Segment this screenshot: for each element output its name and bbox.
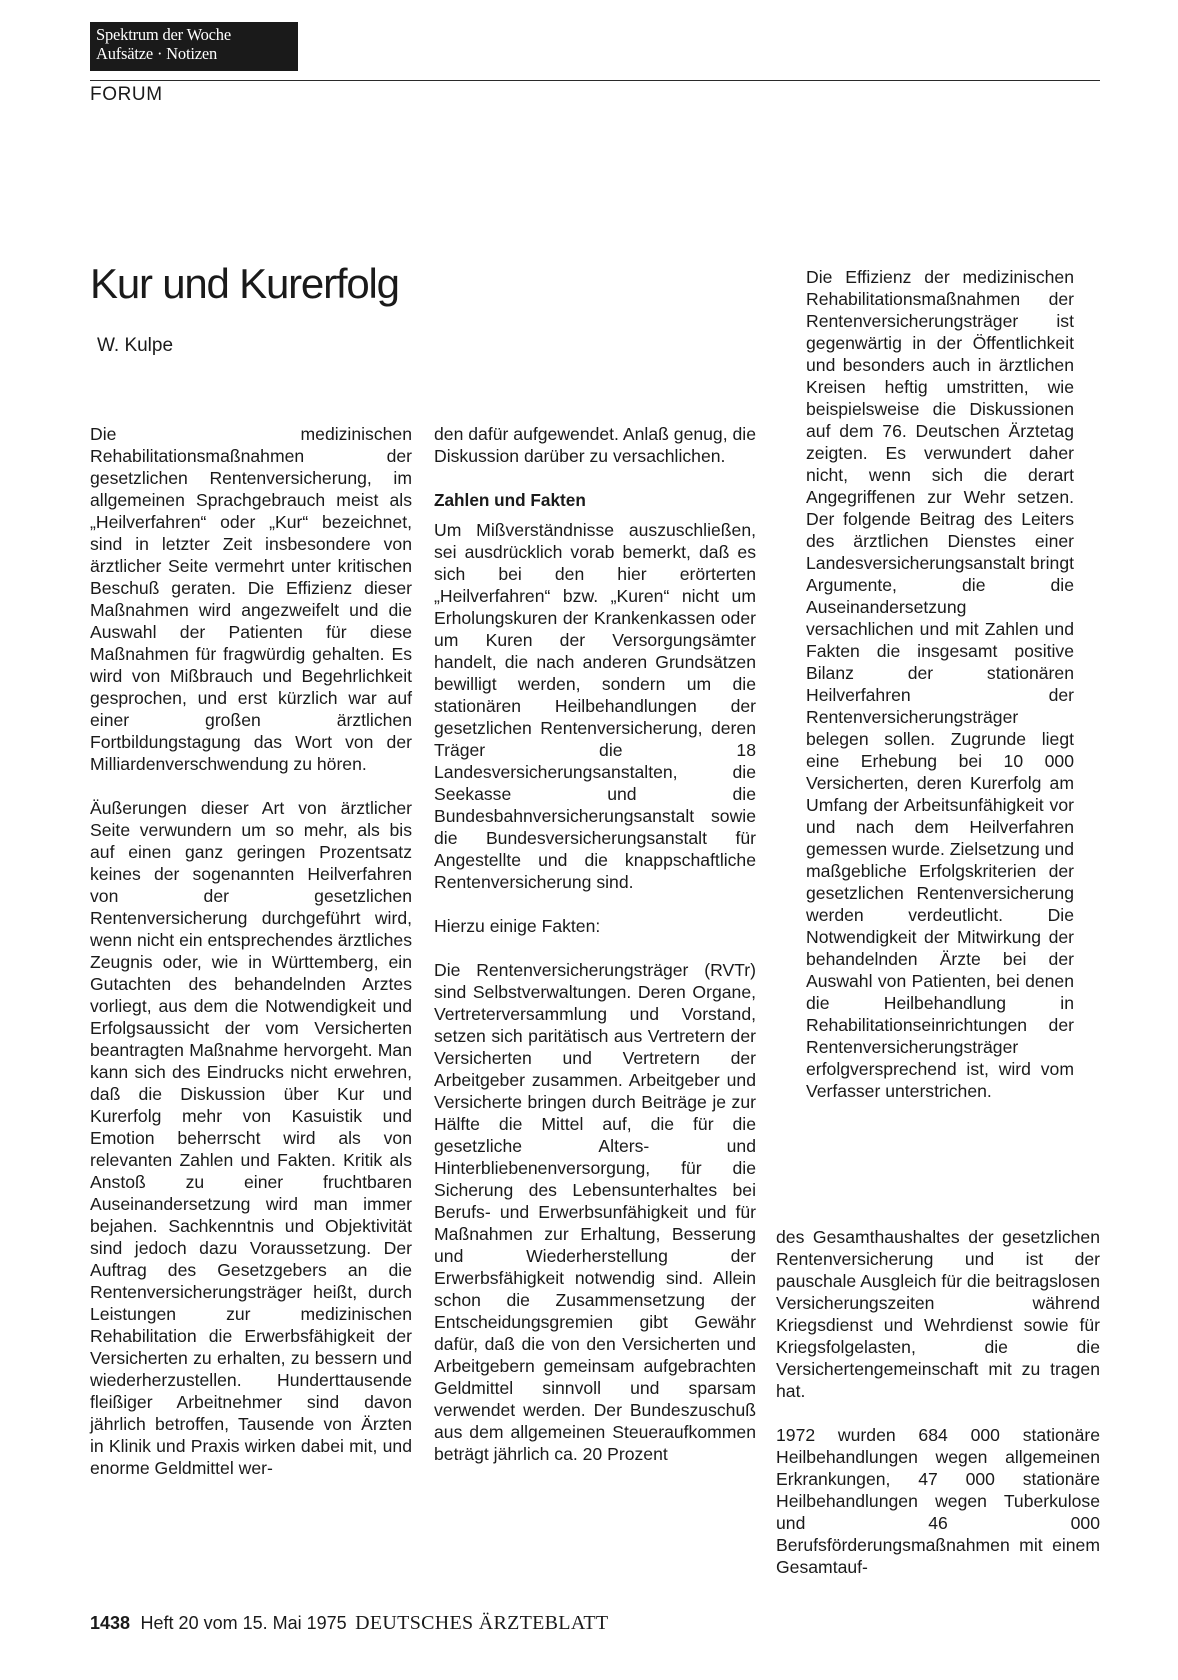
paragraph: des Gesamthaushaltes der gesetzlichen Rentenversicherung und ist der pauschale Ausgleich für die beitragslosen Versicherungszeiten während Kriegsdienst und Wehrdienst sowie für Kriegsfolgelasten, die die Versichertengemeinschaft mit zu tragen hat. [776, 1227, 1100, 1401]
column-3 [776, 1226, 1100, 1578]
paragraph: Hierzu einige Fakten: [434, 916, 601, 936]
masthead-line1: Spektrum der Woche [96, 25, 231, 44]
abstract [806, 266, 1074, 1102]
column-1 [90, 423, 412, 1479]
paragraph: Äußerungen dieser Art von ärztlicher Seite verwundern um so mehr, als bis auf einen ganz geringen Prozentsatz keines der sogenannten Heilverfahren von der gesetzlichen Rentenversicherung durchgeführt wird, wenn nicht ein entsprechendes ärztliches Zeugnis oder, wie in Württemberg, ein Gutachten des behandelnden Arztes vorliegt, aus dem die Notwendigkeit und Erfolgsaussicht der vom Versicherten beantragten Maßnahme hervorgeht. Man kann sich des Eindrucks nicht erwehren, daß die Diskussion über Kur und Kurerfolg mehr von Kasuistik und Emotion beherrscht wird als von relevanten Zahlen und Fakten. Kritik als Anstoß zu einer fruchtbaren Auseinandersetzung wird man immer bejahen. Sachkenntnis und Objektivität sind jedoch dazu Voraussetzung. Der Auftrag des Gesetzgebers an die Rentenversicherungsträger heißt, durch Leistungen zur medizinischen Rehabilitation die Erwerbsfähigkeit der Versicherten zu erhalten, zu bessern und wiederherzustellen. Hunderttausende fleißiger Arbeitnehmer sind davon jährlich betroffen, Tausende von Ärzten in Klinik und Praxis wirken dabei mit, und enorme Geldmittel wer- [90, 798, 412, 1478]
masthead-line2: Aufsätze · Notizen [96, 44, 218, 63]
paragraph: den dafür aufgewendet. Anlaß genug, die Diskussion darüber zu versachlichen. [434, 424, 756, 466]
header-rule [90, 80, 1100, 81]
paragraph: Die medizinischen Rehabilitationsmaßnahmen der gesetzlichen Rentenversicherung, im allgemeinen Sprachgebrauch meist als „Heilverfahren“ oder „Kur“ bezeichnet, sind in letzter Zeit insbesondere von ärztlicher Seite vermehrt unter kritischen Beschuß geraten. Die Effizienz dieser Maßnahmen wird angezweifelt und die Auswahl der Patienten für diese Maßnahmen für fragwürdig gehalten. Es wird von Mißbrauch und Begehrlichkeit gesprochen, und erst kürzlich war auf einer großen ärztlichen Fortbildungstagung das Wort von der Milliardenverschwendung zu hören. [90, 424, 412, 774]
masthead [90, 22, 298, 71]
column-2 [434, 423, 756, 1465]
article-author: W. Kulpe [97, 335, 174, 356]
section-heading: Zahlen und Fakten [434, 490, 586, 510]
journal-name: DEUTSCHES ÄRZTEBLATT [355, 1612, 609, 1634]
paragraph: Die Rentenversicherungsträger (RVTr) sind Selbstverwaltungen. Deren Organe, Vertreterversammlung und Vorstand, setzen sich paritätisch aus Vertretern der Versicherten und Vertretern der Arbeitgeber zusammen. Arbeitgeber und Versicherte bringen durch Beiträge je zur Hälfte die Mittel auf, die für die gesetzliche Alters- und Hinterbliebenenversorgung, für die Sicherung des Lebensunterhaltes bei Berufs- und Erwerbsunfähigkeit und für Maßnahmen zur Erhaltung, Besserung und Wiederherstellung der Erwerbsfähigkeit notwendig sind. Allein schon die Zusammensetzung der Entscheidungsgremien gibt Gewähr dafür, daß die von den Versicherten und Arbeitgebern gemeinsam aufgebrachten Geldmittel sinnvoll und sparsam verwendet werden. Der Bundeszuschuß aus dem allgemeinen Steueraufkommen beträgt jährlich ca. 20 Prozent [434, 960, 756, 1464]
abstract-text: Die Effizienz der medizinischen Rehabilitationsmaßnahmen der Rentenversicherungsträger ist gegenwärtig in der Öffentlichkeit und besonders auch in ärztlichen Kreisen heftig umstritten, wie beispielsweise die Diskussionen auf dem 76. Deutschen Ärztetag zeigten. Es verwundert daher nicht, wenn sich die derart Angegriffenen zur Wehr setzen. Der folgende Beitrag des Leiters des ärztlichen Dienstes einer Landesversicherungsanstalt bringt Argumente, die die Auseinandersetzung versachlichen und mit Zahlen und Fakten die insgesamt positive Bilanz der stationären Heilverfahren der Rentenversicherungsträger belegen sollen. Zugrunde liegt eine Erhebung bei 10 000 Versicherten, deren Kurerfolg am Umfang der Arbeitsunfähigkeit vor und nach dem Heilverfahren gemessen wurde. Zielsetzung und maßgebliche Erfolgskriterien der gesetzlichen Rentenversicherung werden verdeutlicht. Die Notwendigkeit der Mitwirkung der behandelnden Ärzte bei der Auswahl von Patienten, bei denen die Heilbehandlung in Rehabilitationseinrichtungen der Rentenversicherungsträger erfolgversprechend ist, wird vom Verfasser unterstrichen. [806, 267, 1074, 1101]
page-footer [90, 1612, 608, 1635]
section-label: FORUM [90, 84, 163, 105]
paragraph: Um Mißverständnisse auszuschließen, sei ausdrücklich vorab bemerkt, daß es sich bei den hier erörterten „Heilverfahren“ bzw. „Kuren“ nicht um Erholungskuren der Krankenkassen oder um Kuren der Versorgungsämter handelt, die nach anderen Grundsätzen bewilligt werden, sondern um die stationären Heilbehandlungen der gesetzlichen Rentenversicherung, deren Träger die 18 Landesversicherungsanstalten, die Seekasse und die Bundesbahnversicherungsanstalt sowie die Bundesversicherungsanstalt für Angestellte und die knappschaftliche Rentenversicherung sind. [434, 520, 756, 892]
page-number: 1438 [90, 1613, 131, 1633]
paragraph: 1972 wurden 684 000 stationäre Heilbehandlungen wegen allgemeinen Erkrankungen, 47 000 stationäre Heilbehandlungen wegen Tuberkulose und 46 000 Berufsförderungsmaßnahmen mit einem Gesamtauf- [776, 1425, 1100, 1577]
issue-info: Heft 20 vom 15. Mai 1975 [140, 1613, 347, 1633]
article-title: Kur und Kurerfolg [90, 260, 399, 308]
